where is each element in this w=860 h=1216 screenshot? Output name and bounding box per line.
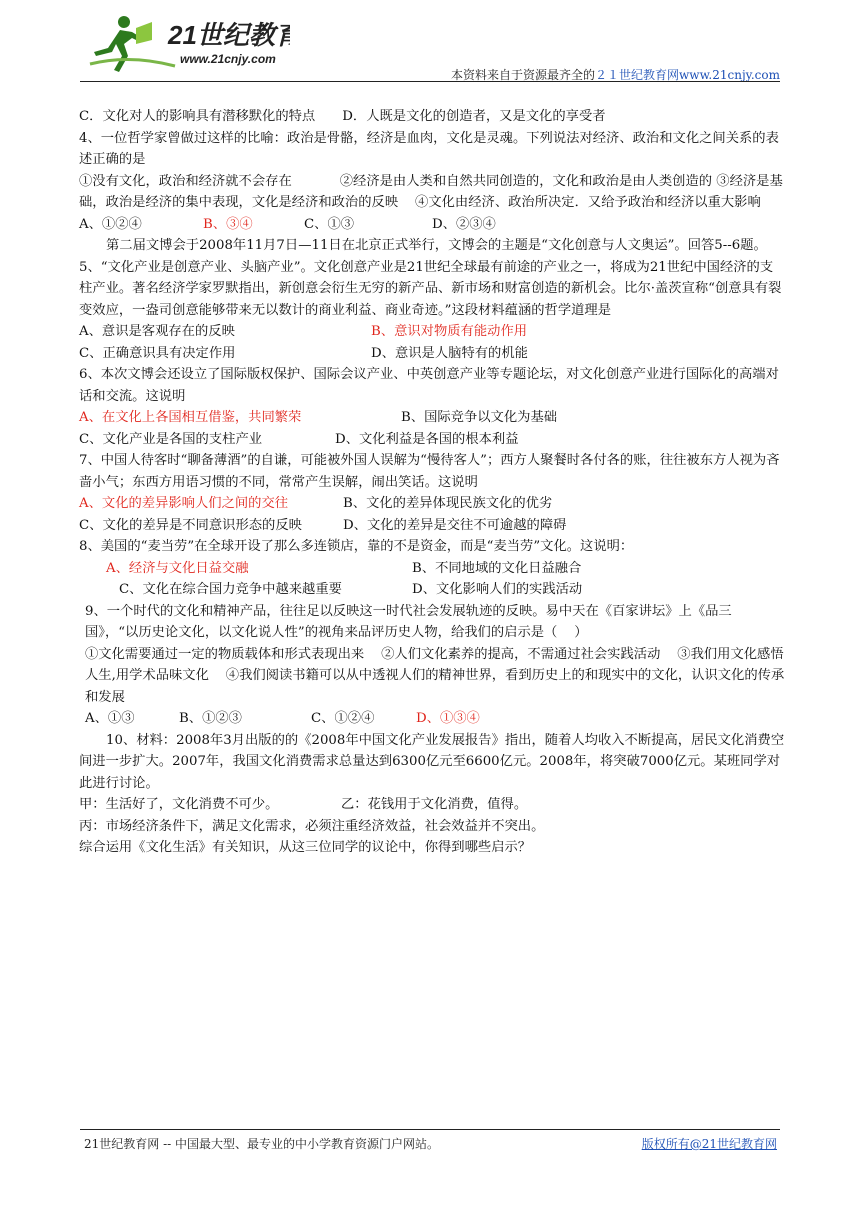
q8-options-ab [79,558,785,580]
q4-option-b: B、③④ [203,216,253,232]
q8-option-d: D、文化影响人们的实践活动 [412,582,583,597]
q4-statements [79,171,785,214]
q5-option-a: A、意识是客观存在的反映 [79,324,235,339]
q7-options-ab [79,493,785,515]
site-logo [80,8,290,84]
q3-option-c: C．文化对人的影响具有潜移默化的特点 [79,109,316,124]
q9-option-d: D、①③④ [416,711,480,726]
header-site-name[interactable]: ２１世纪教育网 [595,68,680,82]
header-note-prefix: 本资料来自于资源最齐全的 [451,68,596,82]
q10-stem: 10、材料：2008年3月出版的的《2008年中国文化产业发展报告》指出，随着人均收入不断提高，居民文化消费空间进一步扩大。2007年，我国文化消费需求总量达到6300亿元至6600亿元。2008年，将突破7000亿元。某班同学对此进行讨论。 [79,732,785,791]
q4-options [79,214,785,236]
q5-options-cd [79,343,785,365]
q8-options-cd [79,579,785,601]
q5-options-ab [79,321,785,343]
q4-statement-3: ③经济是基础，政治是经济的集中表现，文化是经济和政治的反映 [79,173,783,210]
q6-options-ab [79,407,785,429]
q7-option-a: A、文化的差异影响人们之间的交往 [79,496,289,511]
header-site-url[interactable]: www.21cnjy.com [679,68,780,82]
q5-stem: 5、“文化产业是创意产业、头脑产业”。文化创意产业是21世纪全球最有前途的产业之一，将成为21世纪中国经济的支柱产业。著名经济学家罗默指出，新创意会衍生无穷的新产品、新市场和财富创造的新机会。比尔·盖茨宣称“创意具有裂变效应，一盎司创意能够带来无以数计的商业利益、商业奇迹。”这段材料蕴涵的哲学道理是 [79,259,782,318]
q4-statement-2: ②经济是由人类和自然共同创造的，文化和政治是由人类创造的 [339,173,713,189]
logo-wordmark: 21世纪教育 [168,20,290,50]
q10-view-bing: 丙：市场经济条件下，满足文化需求，必须注重经济效益，社会效益并不突出。 [79,818,545,834]
q4-stem: 4、一位哲学家曾做过这样的比喻：政治是骨骼，经济是血肉，文化是灵魂。下列说法对经济、政治和文化之间关系的表述正确的是 [79,130,779,167]
q9-options [79,708,785,730]
q9-option-b: B、①②③ [179,711,242,726]
q4-option-a: A、①②④ [79,216,142,232]
q8-option-b: B、不同地域的文化日益融合 [412,560,582,576]
q5-option-c: C、正确意识具有决定作用 [79,345,236,361]
q6-option-a: A、在文化上各国相互借鉴，共同繁荣 [79,410,302,425]
q8-stem: 8、美国的“麦当劳”在全球开设了那么多连锁店，靠的不是资金，而是“麦当劳”文化。这说明： [79,539,634,554]
q5-option-b: B、意识对物质有能动作用 [371,324,528,339]
q4-option-c: C、①③ [304,216,355,232]
q8-option-a: A、经济与文化日益交融 [106,560,249,576]
header-divider [80,81,780,82]
footer-tagline: 21世纪教育网 -- 中国最大型、最专业的中小学教育资源门户网站。 [84,1137,440,1151]
q6-option-d: D、文化利益是各国的根本利益 [335,431,519,447]
q6-stem: 6、本次文博会还设立了国际版权保护、国际会议产业、中英创意产业等专题论坛，对文化创意产业进行国际化的高端对话和交流。这说明 [79,367,779,404]
q4-statement-4: ④文化由经济、政治所决定．又给予政治和经济以重大影响 [415,195,761,210]
q7-option-d: D、文化的差异是交往不可逾越的障碍 [343,517,567,533]
q7-option-c: C、文化的差异是不同意识形态的反映 [79,517,302,533]
document-body [79,106,785,859]
q5-option-d: D、意识是人脑特有的机能 [371,345,528,361]
q9-statements: ①文化需要通过一定的物质载体和形式表现出来 ②人们文化素养的提高，不需通过社会实践活动 ③我们用文化感悟人生,用学术品味文化 ④我们阅读书籍可以从中透视人们的精神世界，看到历史上的和现实中的文化，认识文化的传承和发展 [85,646,785,705]
q6-option-b: B、国际竞争以文化为基础 [401,410,558,425]
q7-stem: 7、中国人待客时“聊备薄酒”的自谦，可能被外国人误解为“慢待客人”；西方人聚餐时各付各的账，往往被东方人视为吝啬小气；东西方用语习惯的不同，常常产生误解，闹出笑话。这说明 [79,453,780,490]
q10-views-jia-yi [79,794,785,816]
runner-logo-icon [80,8,290,84]
logo-url: www.21cnjy.com [180,52,276,66]
q9-stem: 9、一个时代的文化和精神产品，往往足以反映这一时代社会发展轨迹的反映。易中天在《百家讲坛》上《品三国》，“以历史论文化，以文化说人性”的视角来品评历史人物，给我们的启示是（ ） [85,603,732,640]
q3-option-d: D．人既是文化的创造者，又是文化的享受者 [342,109,606,124]
q10-question: 综合运用《文化生活》有关知识，从这三位同学的议论中，你得到哪些启示？ [79,840,532,855]
q9-option-a: A、①③ [85,711,135,726]
q9-option-c: C、①②④ [311,711,375,726]
q10-view-yi: 乙：花钱用于文化消费，值得。 [341,797,528,812]
q7-option-b: B、文化的差异体现民族文化的优劣 [343,496,553,511]
q3-options-cd [79,106,785,128]
material-intro: 第二届文博会于2008年11月7日—11日在北京正式举行，文博会的主题是“文化创意与人文奥运”。回答5--6题。 [106,238,767,253]
footer-divider [80,1129,780,1130]
footer-copyright-link[interactable]: 版权所有@21世纪教育网 [641,1137,777,1151]
q8-option-c: C、文化在综合国力竞争中越来越重要 [119,582,342,597]
q7-options-cd [79,515,785,537]
q6-option-c: C、文化产业是各国的支柱产业 [79,431,263,447]
page-header [80,8,780,84]
q4-statement-1: ①没有文化，政治和经济就不会存在 [79,173,292,189]
q6-options-cd [79,429,785,451]
q4-option-d: D、②③④ [432,216,496,232]
q10-view-jia: 甲：生活好了，文化消费不可少。 [79,797,279,812]
